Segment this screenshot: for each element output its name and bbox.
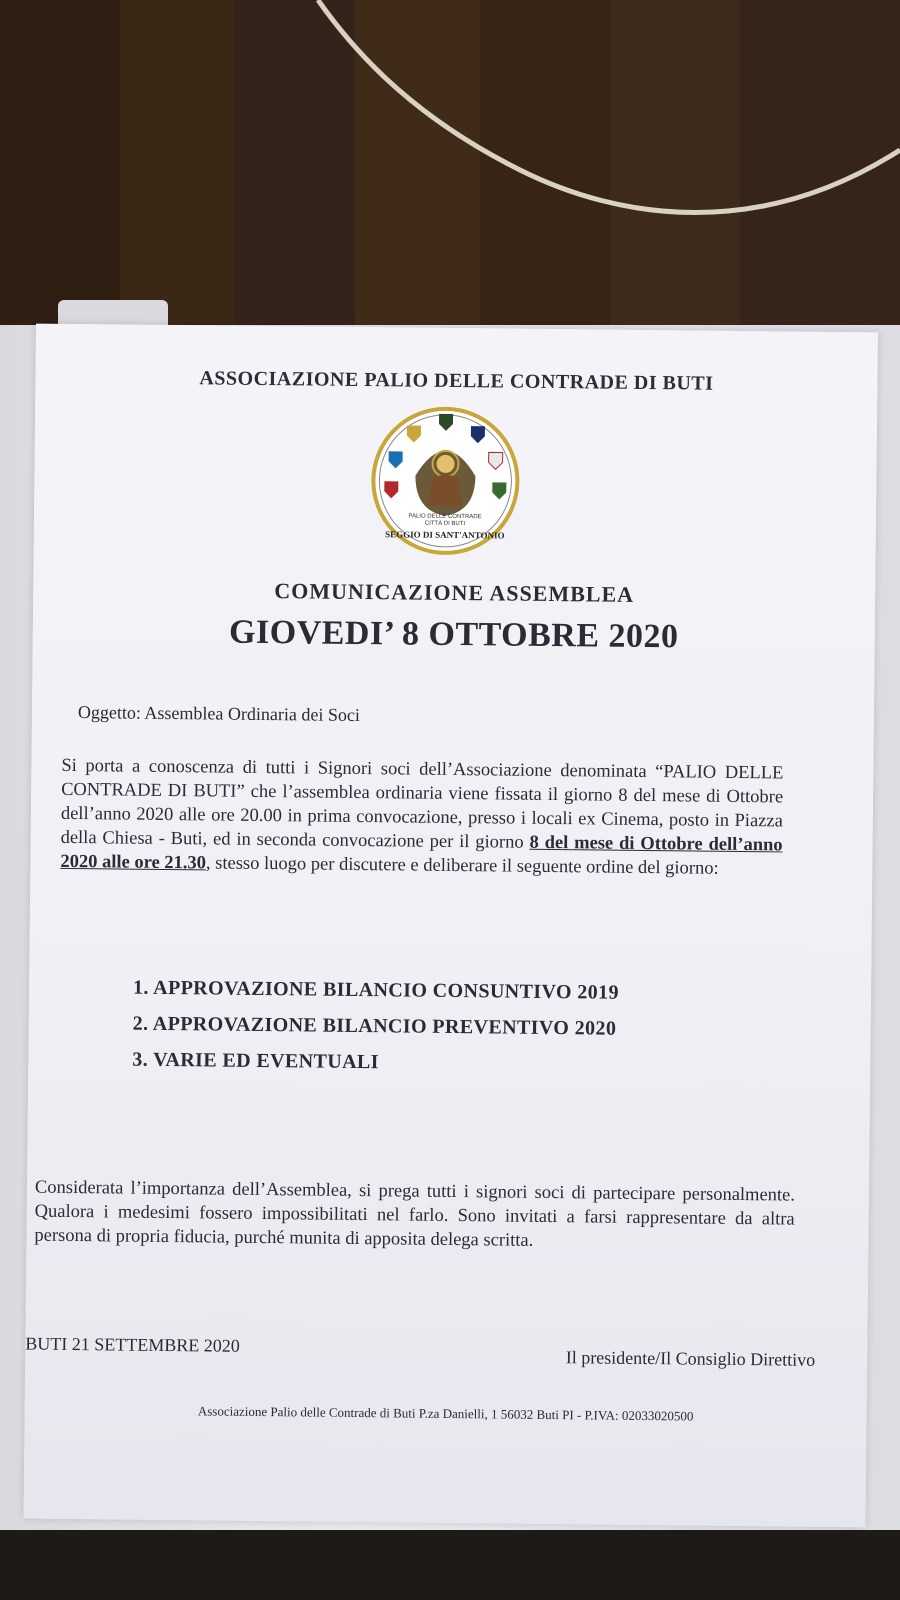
power-cable <box>0 0 900 300</box>
place-date: BUTI 21 SETTEMBRE 2020 <box>25 1333 240 1356</box>
association-title: ASSOCIAZIONE PALIO DELLE CONTRADE DI BUTI <box>199 367 714 395</box>
palio-logo-icon <box>370 405 522 557</box>
logo-ring-top-text: PALIO DELLE CONTRADE <box>408 513 482 521</box>
agenda-item: 1. APPROVAZIONE BILANCIO CONSUNTIVO 2019 <box>132 976 620 1004</box>
communication-title: COMUNICAZIONE ASSEMBLEA <box>274 578 635 607</box>
signature: Il presidente/Il Consiglio Direttivo <box>565 1347 816 1370</box>
agenda-list <box>132 977 619 1090</box>
body-underlined-date: 8 del mese di Ottobre dell’anno 2020 alle ore 21.30 <box>60 832 783 874</box>
floor-background <box>0 1530 900 1600</box>
subject-line: Oggetto: Assemblea Ordinaria dei Soci <box>77 702 360 726</box>
notice-paper <box>24 324 878 1528</box>
footer-address: Associazione Palio delle Contrade di Buti P.za Danielli, 1 56032 Buti PI - P.IVA: 02033020500 <box>197 1403 694 1424</box>
agenda-item: 3. VARIE ED EVENTUALI <box>132 1048 380 1074</box>
body-paragraph <box>60 754 783 882</box>
body-text-part2: , stesso luogo per discutere e deliberare il seguente ordine del giorno: <box>205 853 719 879</box>
logo-ring-mid-text: CITTÀ DI BUTI <box>424 520 466 528</box>
logo-ring-bottom-text: SEGGIO DI SANT'ANTONIO <box>385 529 505 541</box>
date-title: GIOVEDI’ 8 OTTOBRE 2020 <box>228 613 679 656</box>
body-text-part1: Si porta a conoscenza di tutti i Signori soci dell’Associazione denominata “PALIO DELLE CONTRADE DI BUTI” che l’assemblea ordinaria viene fissata il giorno 8 del mese di Ottobre dell’anno 2020 alle ore 20.00 in prima convocazione, presso i locali ex Cinema, posto in Piazza della Chiesa - Buti, ed in seconda convocazione per il giorno <box>60 755 784 853</box>
closing-paragraph: Considerata l’importanza dell’Assemblea, si prega tutti i signori soci di partecipare personalmente. Qualora i medesimi fossero impossibilitati nel farlo. Sono invitati a farsi rappresentare da altra persona di propria fiducia, purché munita di apposita delega scritta. <box>34 1177 796 1251</box>
agenda-item: 2. APPROVAZIONE BILANCIO PREVENTIVO 2020 <box>132 1012 617 1040</box>
